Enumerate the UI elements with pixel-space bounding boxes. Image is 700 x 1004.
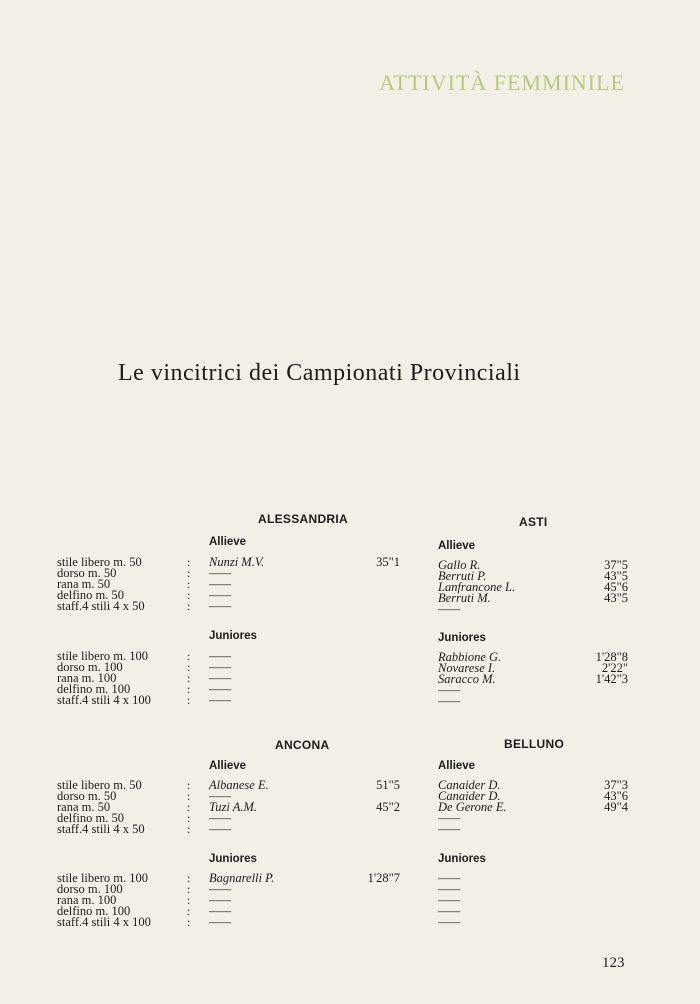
page-number: 123 [602, 955, 625, 971]
colon-column: : : : : : [187, 649, 191, 707]
times-belluno-allieve: 37"3 43"6 49"4 [604, 778, 628, 814]
category-juniores: Juniores [438, 853, 486, 865]
category-juniores: Juniores [209, 630, 257, 642]
category-juniores: Juniores [209, 853, 257, 865]
section-title: ATTIVITÀ FEMMINILE [379, 70, 625, 95]
city-header-alessandria: ALESSANDRIA [258, 512, 348, 526]
colon-column: : : : : : [187, 555, 191, 613]
events-list-allieve-2: stile libero m. 50 dorso m. 50 rana m. 50 delfino m. 50 staff.4 stili 4 x 50 [57, 778, 145, 836]
events-list-juniores-2: stile libero m. 100 dorso m. 100 rana m. 100 delfino m. 100 staff.4 stili 4 x 100 [57, 871, 151, 929]
times-ancona-allieve: 51"5 45"2 [376, 778, 400, 814]
times-asti-allieve: 37"5 43"5 45"6 43"5 [604, 558, 628, 605]
category-allieve: Allieve [209, 536, 247, 548]
events-list-juniores-1: stile libero m. 100 dorso m. 100 rana m. 100 delfino m. 100 staff.4 stili 4 x 100 [57, 649, 151, 707]
category-allieve: Allieve [209, 760, 247, 772]
category-allieve: Allieve [438, 540, 476, 552]
colon-column: : : : : : [187, 871, 191, 929]
times-asti-juniores: 1'28"8 2'22" 1'42"3 [595, 650, 628, 686]
events-list-allieve-1: stile libero m. 50 dorso m. 50 rana m. 50 delfino m. 50 staff.4 stili 4 x 50 [57, 555, 145, 613]
names-ancona-juniores: Bagnarelli P. —— —— —— —— [209, 871, 275, 929]
colon-column: : : : : : [187, 778, 191, 836]
city-header-asti: ASTI [519, 515, 548, 529]
category-juniores: Juniores [438, 632, 486, 644]
names-asti-allieve: Gallo R. Berruti P. Lanfrancone L. Berruti M. —— [438, 558, 516, 616]
times-alessandria-allieve: 35"1 [376, 555, 400, 569]
city-header-belluno: BELLUNO [504, 737, 565, 751]
city-header-ancona: ANCONA [275, 738, 330, 752]
page-title: Le vincitrici dei Campionati Provinciali [118, 360, 521, 386]
names-belluno-allieve: Canaider D. Canaider D. De Gerone E. —— —— [438, 778, 507, 836]
names-alessandria-juniores: —— —— —— —— —— [209, 649, 232, 707]
names-alessandria-allieve: Nunzi M.V. —— —— —— —— [209, 555, 264, 613]
names-ancona-allieve: Albanese E. —— Tuzi A.M. —— —— [209, 778, 269, 836]
names-belluno-juniores: —— —— —— —— —— [438, 871, 461, 929]
times-ancona-juniores: 1'28"7 [367, 871, 400, 885]
names-asti-juniores: Rabbione G. Novarese I. Saracco M. —— —— [438, 650, 502, 708]
category-allieve: Allieve [438, 760, 476, 772]
